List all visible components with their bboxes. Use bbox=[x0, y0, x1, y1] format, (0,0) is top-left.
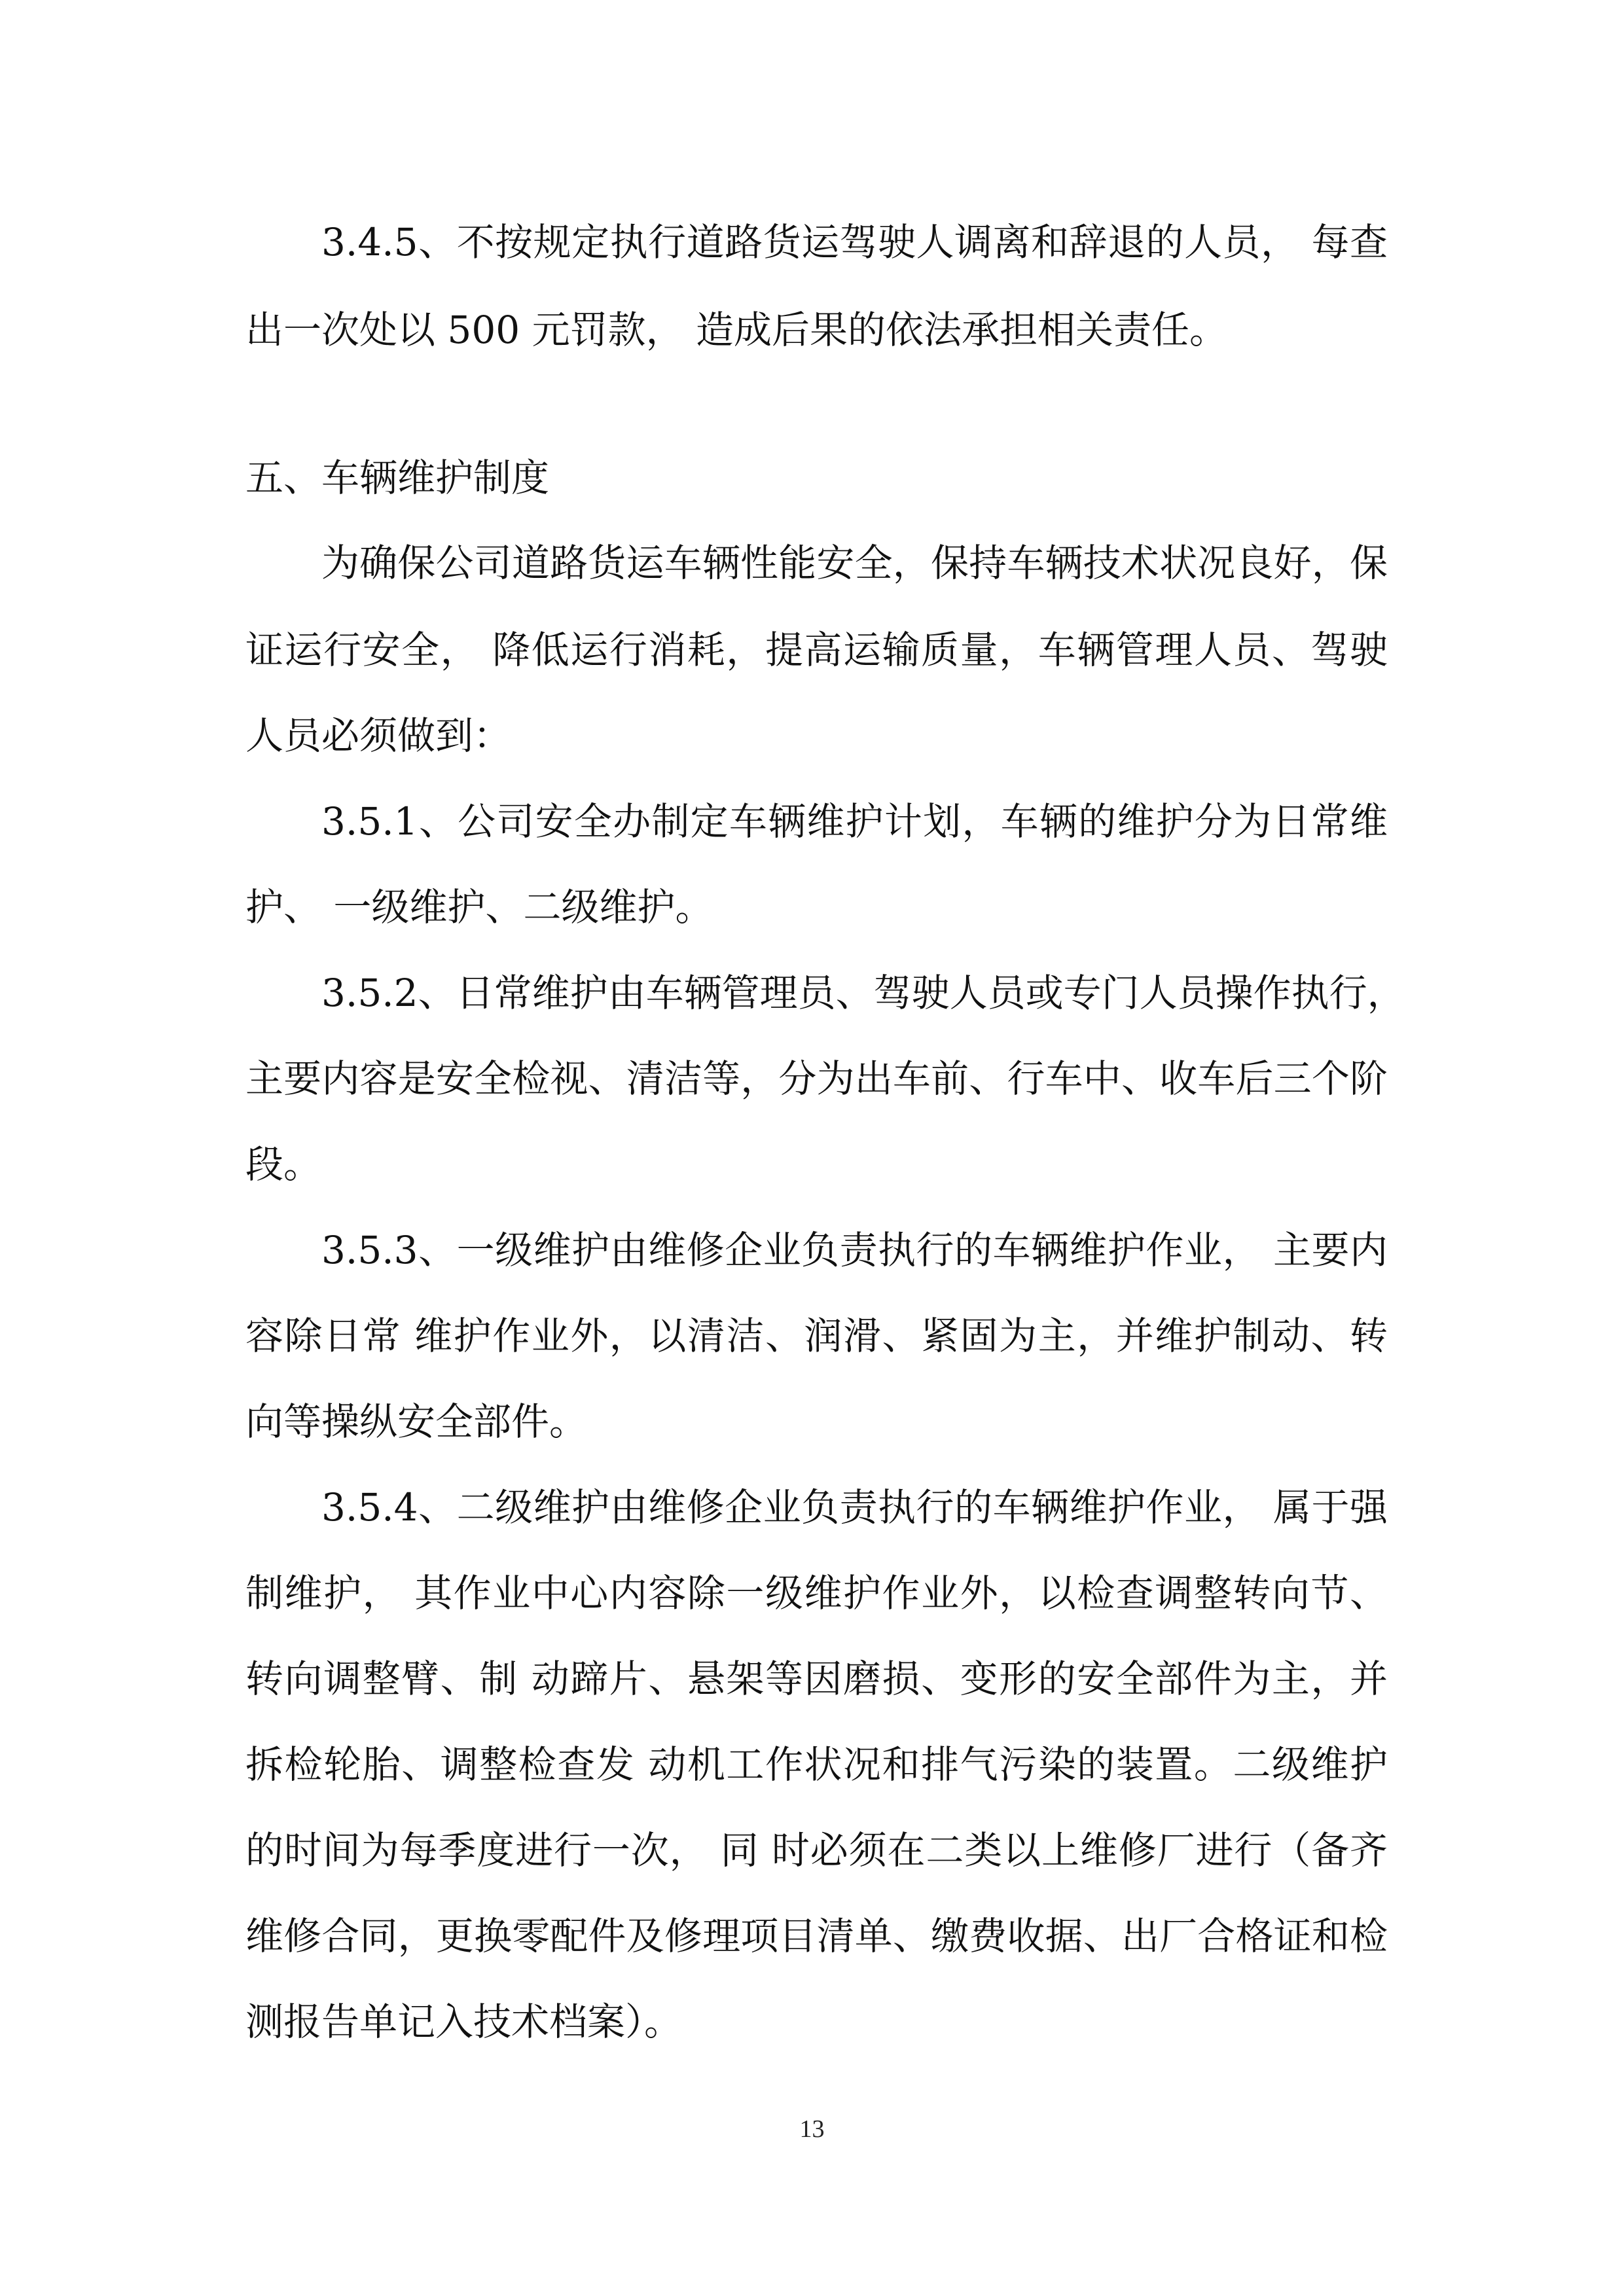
paragraph-3-5-4-line-6: 维修合同，更换零配件及修理项目清单、缴费收据、出厂合格证和检 bbox=[245, 1914, 1388, 1958]
paragraph-3-5-4-line-5: 的时间为每季度进行一次， 同 时必须在二类以上维修厂进行（备齐 bbox=[245, 1828, 1388, 1873]
paragraph-3-4-5-line-2: 出一次处以 500 元罚款， 造成后果的依法承担相关责任。 bbox=[245, 308, 1228, 352]
page-number: 13 bbox=[799, 2115, 825, 2143]
paragraph-3-5-4-line-2: 制维护， 其作业中心内容除一级维护作业外，以检查调整转向节、 bbox=[245, 1571, 1388, 1615]
paragraph-3-4-5-line-1: 3.4.5、不按规定执行道路货运驾驶人调离和辞退的人员， 每查 bbox=[321, 220, 1388, 264]
paragraph-3-5-3-line-3: 向等操纵安全部件。 bbox=[245, 1399, 588, 1444]
intro-paragraph-line-3: 人员必须做到： bbox=[245, 713, 512, 758]
paragraph-3-5-4-line-7: 测报告单记入技术档案）。 bbox=[245, 2000, 683, 2044]
paragraph-3-5-1-line-1: 3.5.1、公司安全办制定车辆维护计划，车辆的维护分为日常维 bbox=[321, 799, 1388, 844]
paragraph-3-5-1-line-2: 护、 一级维护、二级维护。 bbox=[245, 885, 713, 929]
paragraph-3-5-2-line-3: 段。 bbox=[245, 1142, 322, 1187]
intro-paragraph-line-1: 为确保公司道路货运车辆性能安全，保持车辆技术状况良好，保 bbox=[321, 541, 1388, 585]
intro-paragraph-line-2: 证运行安全， 降低运行消耗，提高运输质量，车辆管理人员、驾驶 bbox=[245, 628, 1388, 672]
paragraph-3-5-3-line-1: 3.5.3、一级维护由维修企业负责执行的车辆维护作业， 主要内 bbox=[321, 1228, 1388, 1272]
paragraph-3-5-2-line-2: 主要内容是安全检视、清洁等，分为出车前、行车中、收车后三个阶 bbox=[245, 1056, 1388, 1101]
section-heading-vehicle-maintenance: 五、车辆维护制度 bbox=[245, 456, 550, 500]
paragraph-3-5-3-line-2: 容除日常 维护作业外，以清洁、润滑、紧固为主，并维护制动、转 bbox=[245, 1314, 1388, 1358]
paragraph-3-5-4-line-1: 3.5.4、二级维护由维修企业负责执行的车辆维护作业， 属于强 bbox=[321, 1485, 1388, 1530]
paragraph-3-5-4-line-3: 转向调整臂、制 动蹄片、悬架等因磨损、变形的安全部件为主，并 bbox=[245, 1657, 1388, 1701]
paragraph-3-5-4-line-4: 拆检轮胎、调整检查发 动机工作状况和排气污染的装置。二级维护 bbox=[245, 1742, 1388, 1787]
paragraph-3-5-2-line-1: 3.5.2、日常维护由车辆管理员、驾驶人员或专门人员操作执行， bbox=[321, 971, 1405, 1015]
